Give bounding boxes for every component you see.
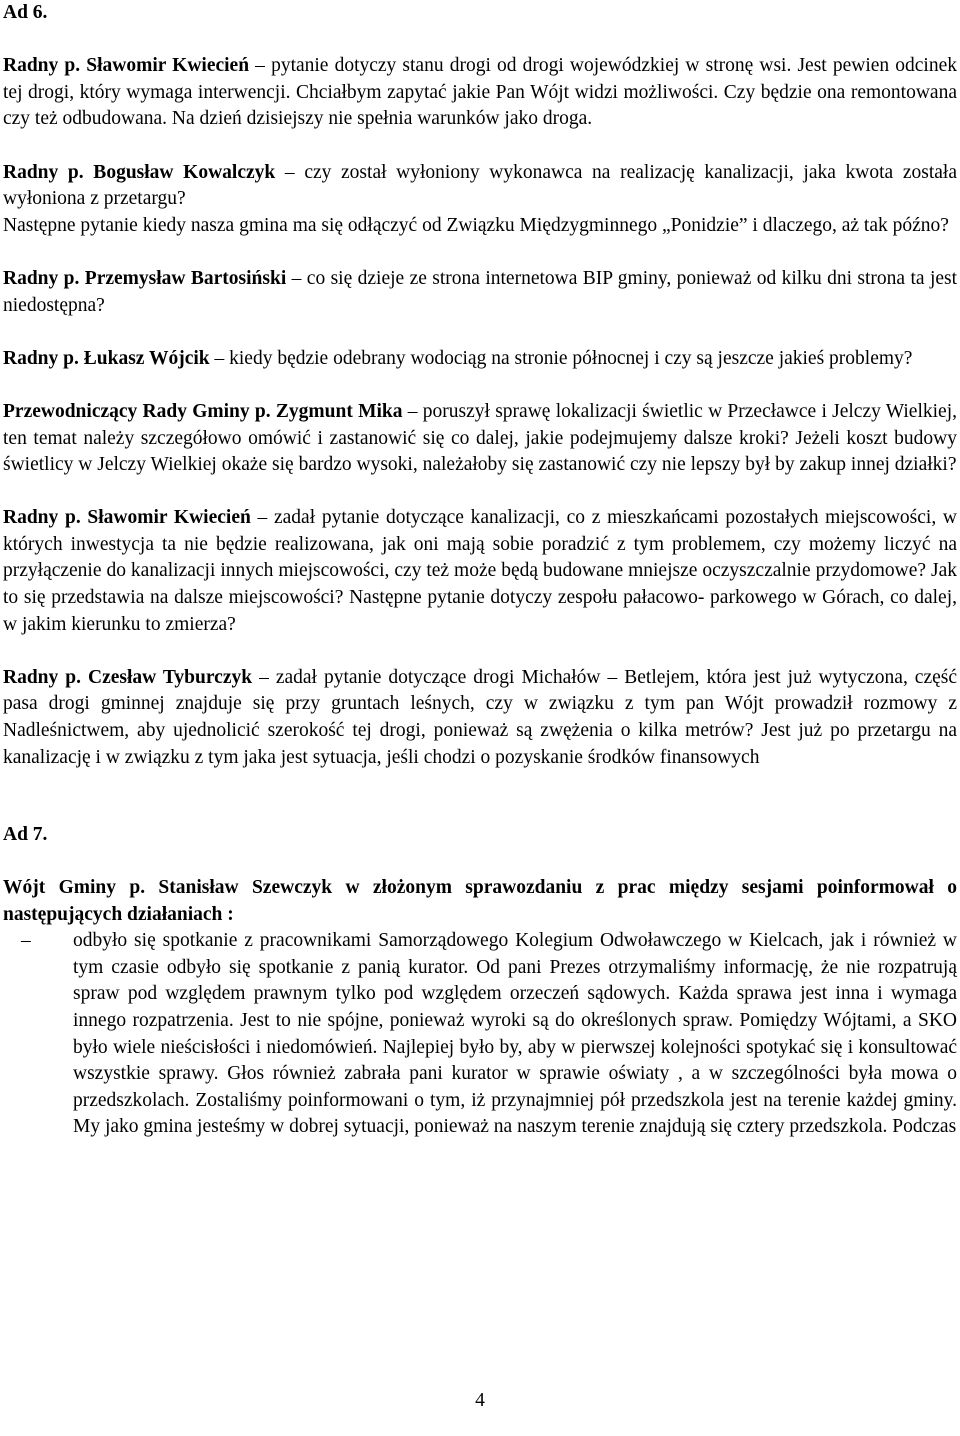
dash: – [275, 161, 305, 183]
page-number: 4 [475, 1390, 485, 1411]
report-intro: Wójt Gminy p. Stanisław Szewczyk w złożonym sprawozdaniu z prac między sesjami poinformował o następujących działaniach : [3, 877, 957, 925]
dash: – [209, 347, 230, 369]
question-text: czy został wyłoniony wykonawca na realizację kanalizacji, jaka kwota została wyłoniona z przetargu? [3, 161, 957, 210]
spacer [3, 638, 957, 665]
question-text: zadał pytanie dotyczące drogi Michałów – Betlejem, która jest już wytyczona, część pasa drogi gminnej znajduje się przy gruntach leśnych, czy w związku z tym pan Wójt prowadził rozmowy z Nadleśnictwem, aby ujednolicić szerokość tej drogi, ponieważ są zwężenia o kilka metrów? Jest już po przetargu na kanalizację i w związku z tym jaka jest sytuacja, jeśli chodzi o pozyskanie środków finansowych [3, 666, 958, 768]
spacer [3, 771, 957, 798]
question-text: co się dzieje ze strona internetowa BIP gminy, ponieważ od kilku dni strona ta jest niedostępna? [3, 267, 958, 316]
question-text: kiedy będzie odebrany wodociąg na stronie północnej i czy są jeszcze jakieś problemy? [229, 347, 913, 369]
dash: – [402, 400, 423, 422]
speaker-name: Radny p. Bogusław Kowalczyk [3, 161, 276, 183]
speaker-name: Przewodniczący Rady Gminy p. Zygmunt Mika [3, 400, 403, 422]
document-page [3, 0, 957, 1141]
section-heading-ad6: Ad 6. [3, 2, 48, 23]
question-paragraph [3, 505, 957, 638]
question-text: poruszył sprawę lokalizacji świetlic w Przecławce i Jelczy Wielkiej, ten temat należy szczegółowo omówić i zastanowić się co dalej, jakie podejmujemy dalsze kroki? Jeżeli koszt budowy świetlicy w Jelczy Wielkiej okaże się bardzo wysoki, należałoby się zastanowić czy nie lepszy był by zakup innej działki? [3, 400, 957, 476]
spacer [3, 239, 957, 266]
dash: – [249, 55, 272, 77]
dash: – [252, 666, 276, 688]
question-text: pytanie dotyczy stanu drogi od drogi wojewódzkiej w stronę wsi. Jest pewien odcinek tej drogi, który wymaga interwencji. Chciałbym zapytać jakie Pan Wójt widzi możliwości. Czy będzie ona remontowana czy też odbudowana. Na dzień dzisiejszy nie spełnia warunków jako droga. [3, 55, 957, 130]
speaker-name: Radny p. Sławomir Kwiecień [3, 507, 251, 529]
speaker-name: Radny p. Sławomir Kwiecień [3, 55, 250, 77]
question-paragraph [3, 346, 957, 373]
question-paragraph [3, 665, 957, 771]
list-item-text: odbyło się spotkanie z pracownikami Samorządowego Kolegium Odwoławczego w Kielcach, jak i również w tym czasie odbyło się spotkanie z panią kurator. Od pani Prezes otrzymaliśmy informację, że nie rozpatrują spraw pod względem prawnym tylko pod względem orzeczeń sądowych. Każda sprawa jest inna i wymaga innego rozpatrzenia. Jest to nie spójne, ponieważ wyroki są do określonych spraw. Pomiędzy Wójtami, a SKO było wiele nieścisłości i niedomówień. Najlepiej było by, aby w pierwszej kolejności spotykać się i konsultować wszystkie sprawy. Głos również zabrała pani kurator w sprawie oświaty , a w szczególności była mowa o przedszkolach. Zostaliśmy poinformowani o tym, iż przynajmniej pół przedszkola jest na terenie każdej gminy. My jako gmina jesteśmy w dobrej sytuacji, ponieważ na naszym terenie znajdują się cztery przedszkola. Podczas [73, 930, 957, 1138]
question-paragraph [3, 53, 957, 133]
dash: – [286, 267, 307, 289]
question-followup: Następne pytanie kiedy nasza gmina ma się odłączyć od Związku Międzygminnego „Ponidzie” i dlaczego, aż tak późno? [3, 214, 949, 236]
question-text: zadał pytanie dotyczące kanalizacji, co z mieszkańcami pozostałych miejscowości, w których inwestycja ta nie będzie realizowana, jak oni mają sobie poradzić z tym problemem, czy możemy liczyć na przyłączenie do kanalizacji innych miejscowości, czy też może będą budowane mniejsze oczyszczalnie przydomowe? Jak to się przedstawia na dalsze miejscowości? Następne pytanie dotyczy zespołu pałacowo- parkowego w Górach, co dalej, w jakim kierunku to zmierza? [3, 507, 957, 635]
list-item [3, 928, 957, 1141]
question-paragraph [3, 399, 957, 479]
spacer [3, 372, 957, 399]
spacer [3, 798, 957, 822]
speaker-name: Radny p. Przemysław Bartosiński [3, 267, 287, 289]
spacer [3, 27, 957, 54]
dash: – [250, 507, 274, 529]
spacer [3, 319, 957, 346]
question-paragraph [3, 160, 957, 213]
spacer [3, 479, 957, 506]
spacer [3, 848, 957, 875]
dash-bullet: – [21, 930, 31, 952]
spacer [3, 133, 957, 160]
speaker-name: Radny p. Czesław Tyburczyk [3, 666, 253, 688]
question-paragraph [3, 266, 957, 319]
section-heading-ad7: Ad 7. [3, 823, 48, 845]
report-list [3, 928, 957, 1141]
speaker-name: Radny p. Łukasz Wójcik [3, 347, 210, 369]
